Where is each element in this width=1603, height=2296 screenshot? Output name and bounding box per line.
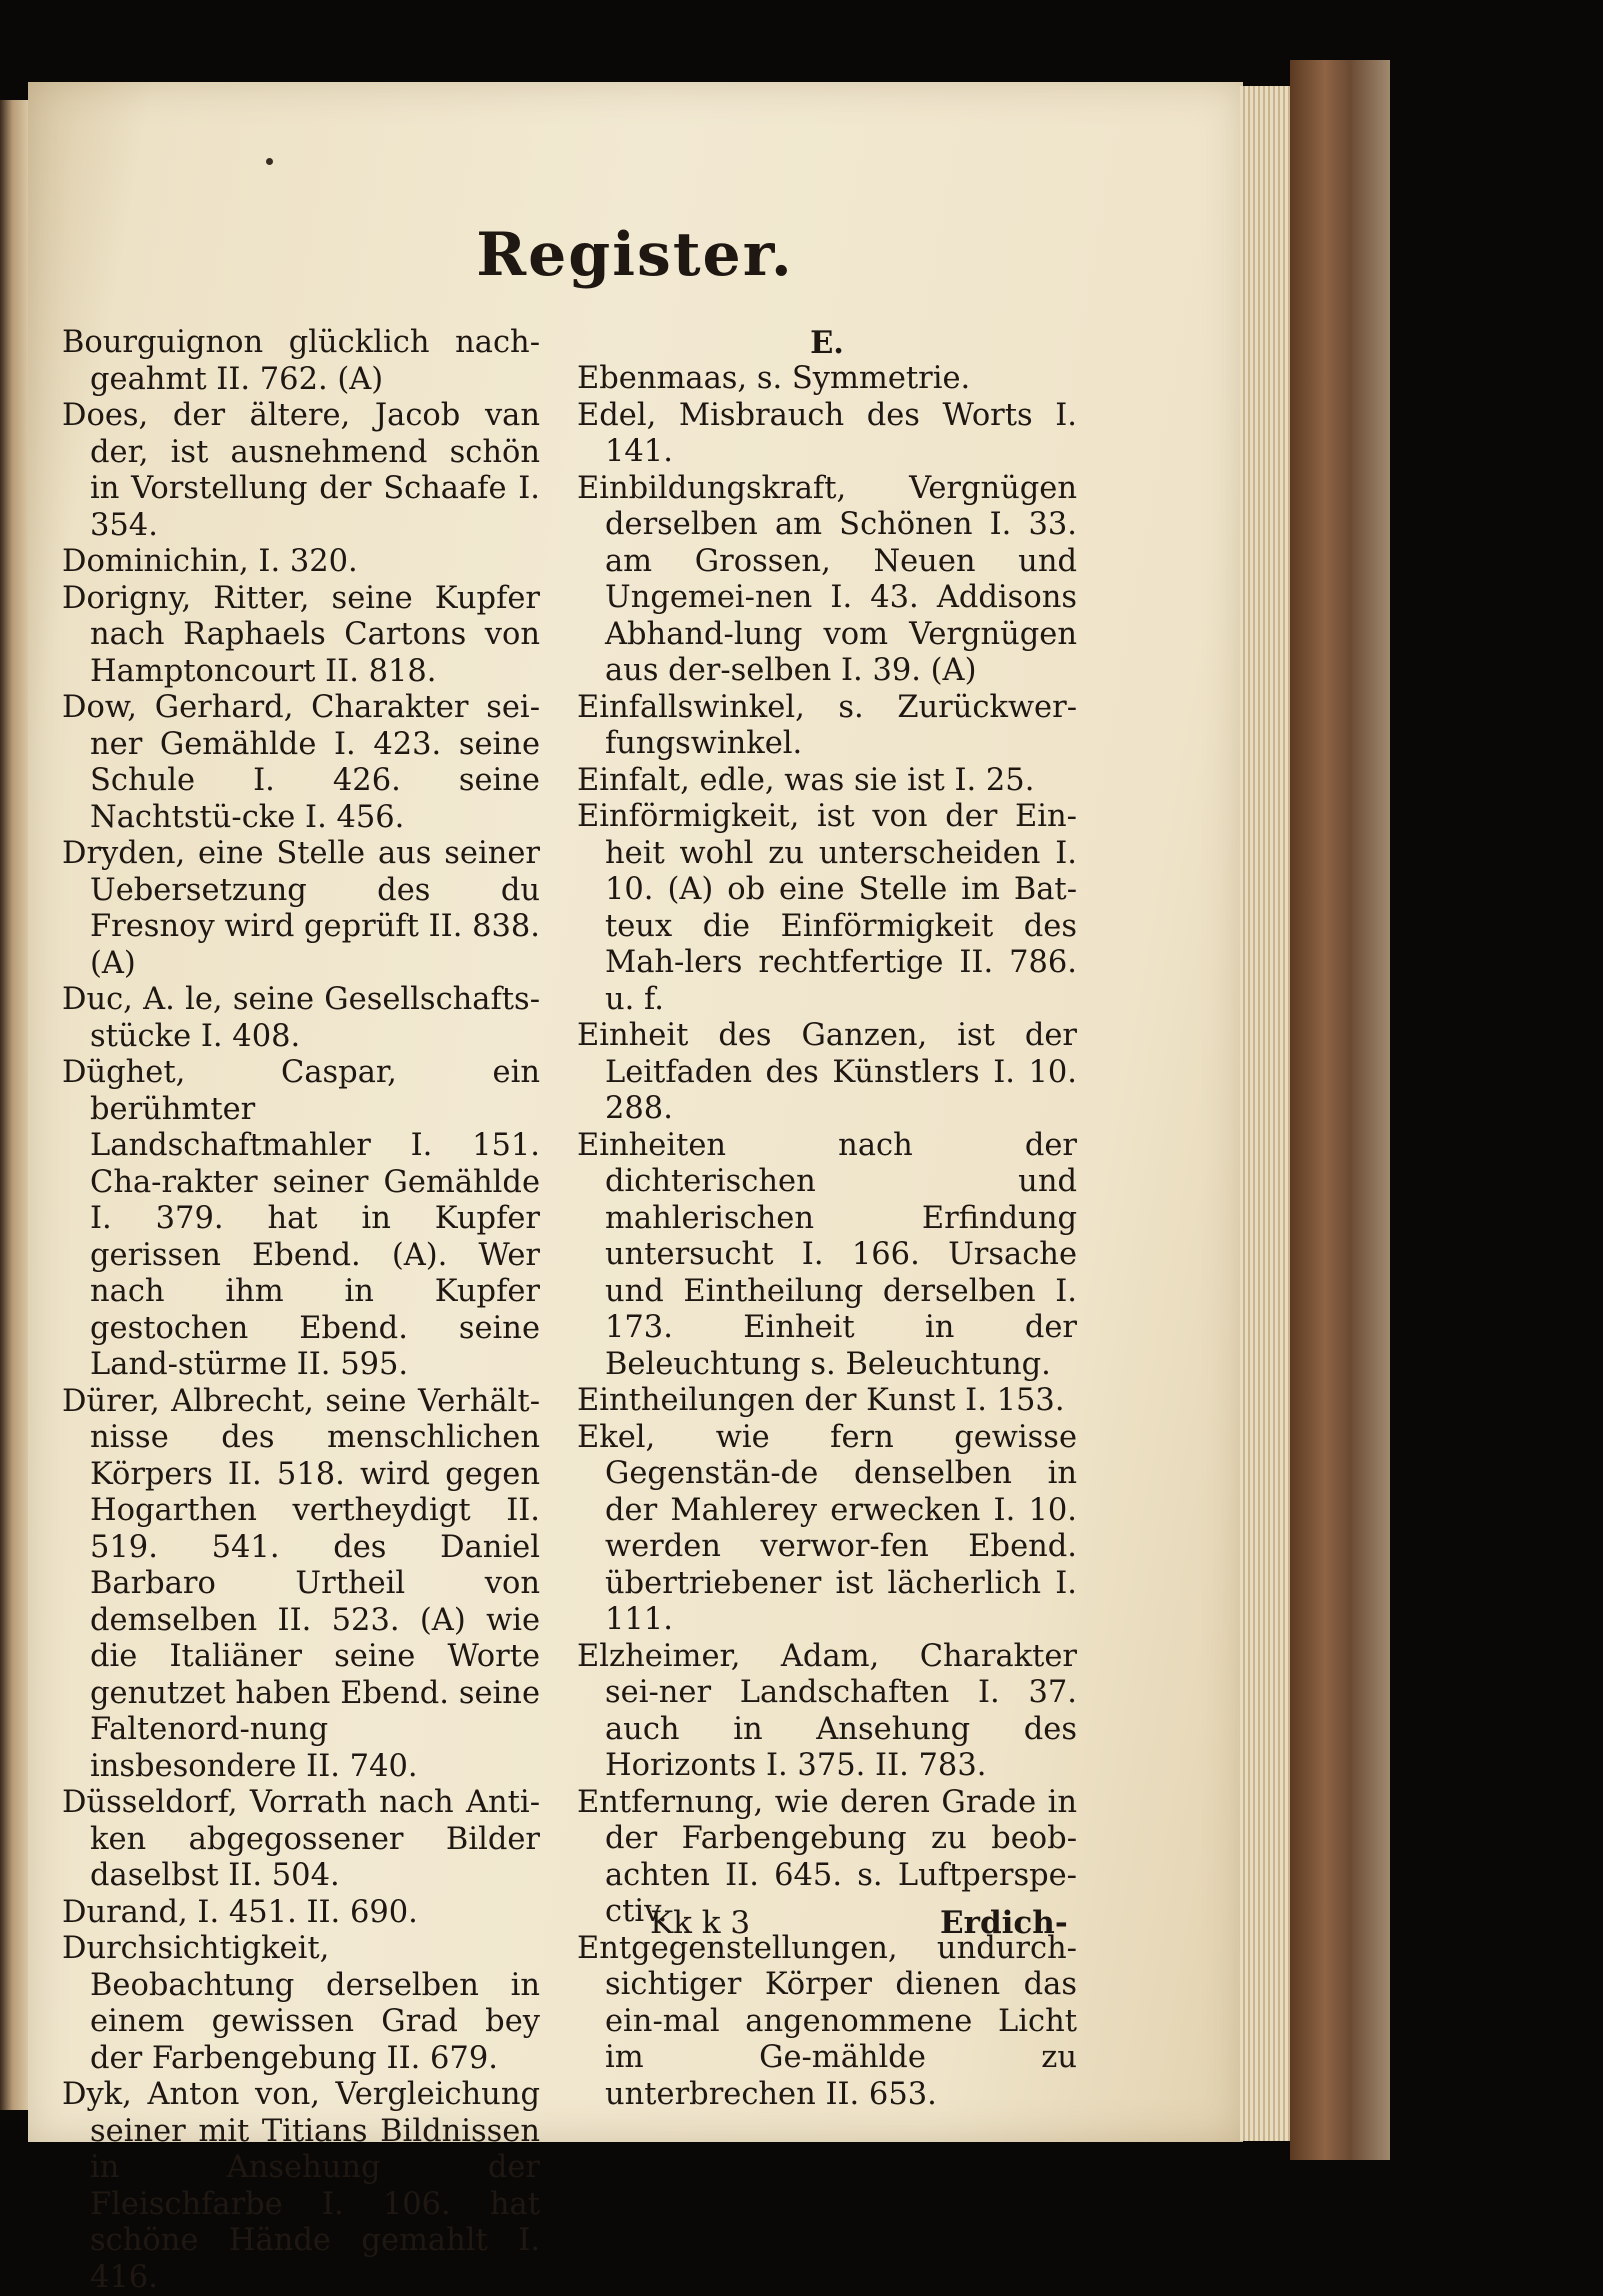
index-entry: Einförmigkeit, ist von der Ein-heit wohl zu unterscheiden I. 10. (A) ob eine Stelle im Bat-teux die Einförmigkeit des Mah-lers rechtfertige II. 786. u. f. [577, 799, 1077, 1017]
index-entry: Elzheimer, Adam, Charakter sei-ner Landschaften I. 37. auch in Ansehung des Horizonts I. 375. II. 783. [577, 1638, 1077, 1783]
left-column [62, 325, 540, 2296]
book-left-edge [0, 100, 28, 2110]
index-entry: Ekel, wie fern gewisse Gegenstän-de denselben in der Mahlerey erwecken I. 10. werden verwor-fen Ebend. übertriebener ist lächerlich I. 111. [577, 1419, 1077, 1637]
index-entry: Entgegenstellungen, undurch-sichtiger Körper dienen das ein-mal angenommene Licht im Ge-mählde zu unterbrechen II. 653. [577, 1930, 1077, 2112]
index-entry: Dominichin, I. 320. [62, 544, 358, 579]
index-entry: Einfallswinkel, s. Zurückwer-fungswinkel. [577, 689, 1077, 761]
index-entry: Bourguignon glücklich nach-geahmt II. 762. (A) [62, 325, 540, 397]
right-column [577, 325, 1077, 2113]
signature-mark: Kk k 3 [650, 1905, 751, 1941]
section-letter: E. [810, 325, 844, 361]
index-entry: Düghet, Caspar, ein berühmter Landschaftmahler I. 151. Cha-rakter seiner Gemählde I. 379. hat in Kupfer gerissen Ebend. (A). Wer nach ihm in Kupfer gestochen Ebend. seine Land-stürme II. 595. [62, 1055, 540, 1382]
index-entry: Düsseldorf, Vorrath nach Anti-ken abgegossener Bilder daselbst II. 504. [62, 1785, 540, 1893]
index-entry: Duc, A. le, seine Gesellschafts-stücke I. 408. [62, 982, 540, 1054]
index-entry: Einfalt, edle, was sie ist I. 25. [577, 762, 1035, 798]
index-entry: Durchsichtigkeit, Beobachtung derselben in einem gewissen Grad bey der Farbengebung II. 679. [62, 1931, 540, 2076]
index-entry: Does, der ältere, Jacob van der, ist ausnehmend schön in Vorstellung der Schaafe I. 354. [62, 398, 540, 543]
index-entry: Einheiten nach der dichterischen und mahlerischen Erfindung untersucht I. 166. Ursache und Eintheilung derselben I. 173. Einheit in der Beleuchtung s. Beleuchtung. [577, 1127, 1077, 1382]
index-entry: Ebenmaas, s. Symmetrie. [577, 361, 971, 396]
index-entry: Dryden, eine Stelle aus seiner Uebersetzung des du Fresnoy wird geprüft II. 838. (A) [62, 836, 540, 981]
index-entry: Dow, Gerhard, Charakter sei-ner Gemählde I. 423. seine Schule I. 426. seine Nachtstü-cke I. 456. [62, 690, 540, 835]
index-entry: Dürer, Albrecht, seine Verhält-nisse des menschlichen Körpers II. 518. wird gegen Hogarthen vertheydigt II. 519. 541. des Daniel Barbaro Urtheil von demselben II. 523. (A) wie die Italiäner seine Worte genutzet haben Ebend. seine Faltenord-nung insbesondere II. 740. [62, 1383, 540, 1784]
index-entry: Einbildungskraft, Vergnügen derselben am Schönen I. 33. am Grossen, Neuen und Ungemei-nen I. 43. Addisons Abhand-lung vom Vergnügen aus der-selben I. 39. (A) [577, 470, 1077, 688]
index-entry: Eintheilungen der Kunst I. 153. [577, 1383, 1065, 1418]
index-entry: Einheit des Ganzen, ist der Leitfaden des Künstlers I. 10. 288. [577, 1018, 1077, 1126]
page-heading: Register. [476, 220, 794, 290]
catchword: Erdich- [940, 1905, 1068, 1941]
page-stack-edge [1240, 86, 1292, 2141]
index-entry: Durand, I. 451. II. 690. [62, 1894, 418, 1930]
index-entry: Edel, Misbrauch des Worts I. 141. [577, 397, 1077, 469]
index-entry: Dyk, Anton von, Vergleichung seiner mit Titians Bildnissen in Ansehung der Fleischfarbe I. 106. hat schöne Hände gemahlt I. 416. [62, 2077, 540, 2295]
index-entry: Entfernung, wie deren Grade in der Farbengebung zu beob-achten II. 645. s. Luftperspe-ctiv. [577, 1784, 1077, 1929]
book-cover-edge [1290, 60, 1390, 2160]
ink-spot [266, 158, 273, 165]
index-entry: Dorigny, Ritter, seine Kupfer nach Raphaels Cartons von Hamptoncourt II. 818. [62, 580, 540, 689]
